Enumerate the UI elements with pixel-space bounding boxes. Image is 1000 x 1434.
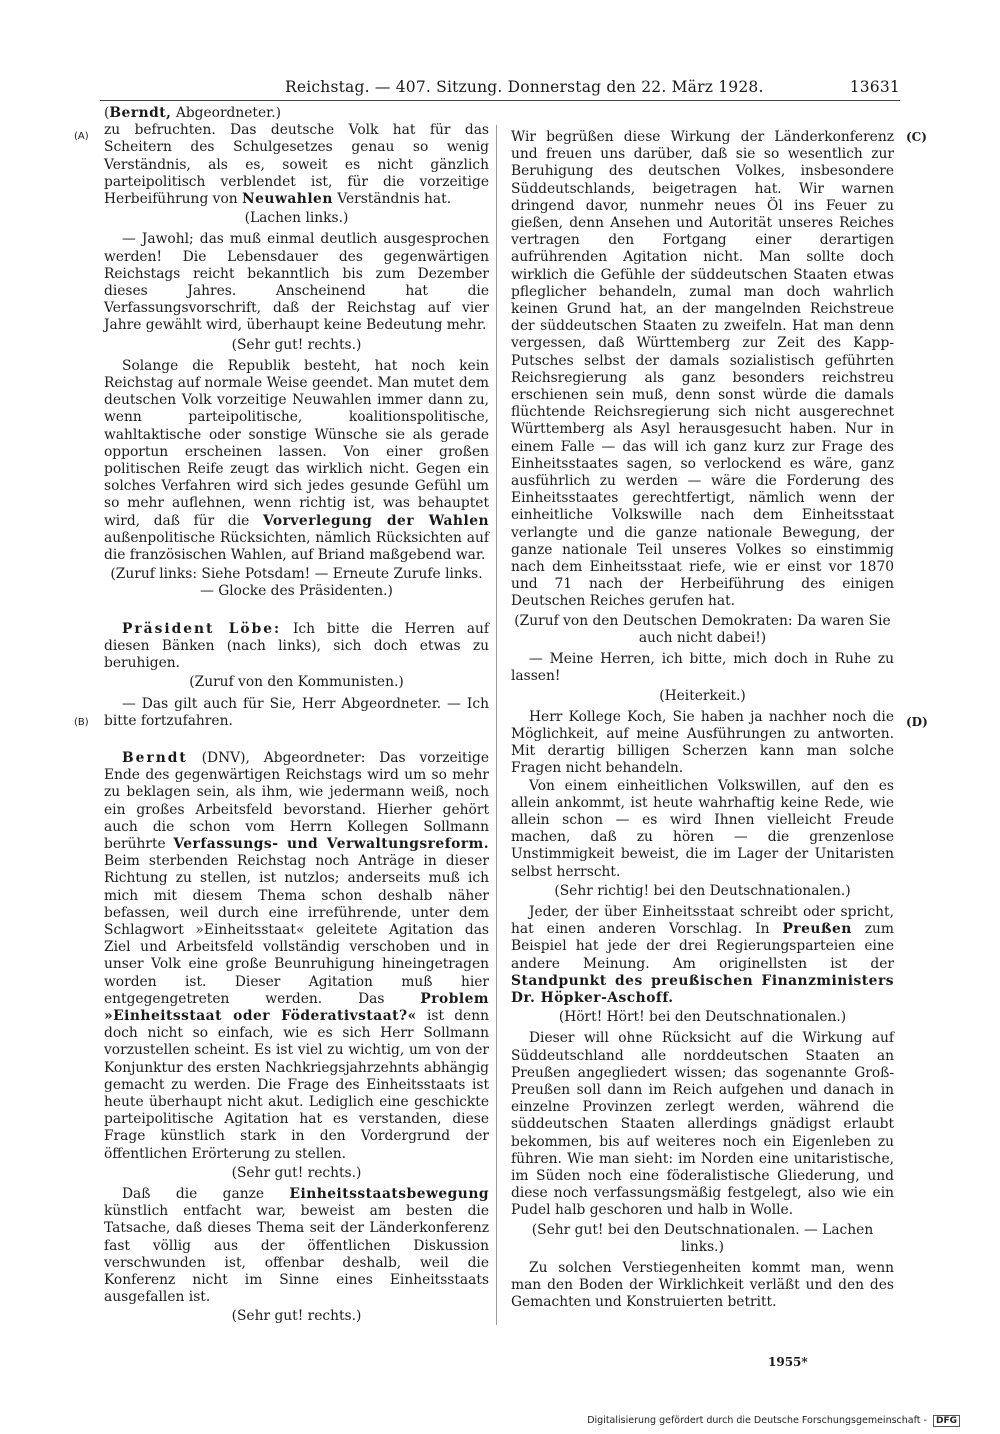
signature-mark: 1955*: [768, 1355, 808, 1369]
page-number: 13631: [849, 78, 900, 96]
interjection: (Hört! Hört! bei den Deutschnationalen.): [558, 1009, 847, 1026]
running-header: [100, 78, 900, 102]
paragraph: — Meine Herren, ich bitte, mich doch in Ruhe zu lassen!: [511, 651, 894, 685]
left-column: [104, 105, 489, 1330]
footer-text: Digitalisierung gefördert durch die Deutsche Forschungsgemeinschaft -: [587, 1415, 927, 1426]
paragraph: — Jawohl; das muß einmal deutlich ausgesprochen werden! Die Lebensdauer des gegenwärtigen Reichstags reicht bekanntlich bis zum Dezember dieses Jahres. Anscheinend hat die Verfassungsvorschrift, daß der Reichstag auf vier Jahre gewählt wird, überhaupt keine Bedeutung mehr.: [104, 231, 489, 334]
paragraph: zu befruchten. Das deutsche Volk hat für das Scheitern des Schulgesetzes genau so wenig Verständnis, als es, soweit es nicht gänzlich parteipolitisch verblendet ist, für die vorzeitige Herbeiführung von Neuwahlen Verständnis hat.: [104, 122, 489, 208]
margin-marker-d: (D): [906, 715, 928, 729]
margin-marker-a: (A): [74, 131, 89, 142]
paragraph: Jeder, der über Einheitsstaat schreibt oder spricht, hat einen anderen Vorschlag. In Preußen zum Beispiel hat jede der drei Regierungsparteien eine andere Meinung. Am originellsten ist der Standpunkt des preußischen Finanzministers Dr. Höpker-Aschoff.: [511, 903, 895, 1006]
interjection: (Sehr richtig! bei den Deutschnationalen.): [554, 882, 851, 899]
interjection: (Lachen links.): [244, 210, 349, 227]
speaker-continuation: (Berndt, Abgeordneter.): [104, 105, 281, 121]
interjection: (Sehr gut! rechts.): [231, 336, 362, 353]
funding-footer: [587, 1415, 960, 1427]
speaker-statement: Berndt (DNV), Abgeordneter: Das vorzeitige Ende des gegenwärtigen Reichstags wird um so mehr zu beklagen sein, als ihm, wie jedermann weiß, noch ein großes Arbeitsfeld bevorstand. Hierher gehört auch die schon vom Herrn Kollegen Sollmann berührte Verfassungs- und Verwaltungsreform. Beim sterbenden Reichstag noch Anträge in dieser Richtung zu stellen, ist nutzlos; anderseits muß ich mich mit diesem Thema schon deshalb näher befassen, weil durch eine irreführende, unter dem Schlagwort »Einheitsstaat« geleitete Agitation das Ziel und Arbeitsfeld vollständig verschoben und in unser Volk eine große Beunruhigung hineingetragen worden ist. Dieser Agitation muß hier entgegengetreten werden. Das Problem »Einheitsstaat oder Föderativstaat?« ist denn doch nicht so einfach, wie es sich Herr Sollmann vorzustellen scheint. Es ist viel zu wichtig, um von der Konjunktur des ersten Nachkriegsjahrzehnts abhängig gemacht zu werden. Die Frage des Einheitsstaats ist heute überhaupt nicht akut. Lediglich eine geschickte parteipolitische Agitation hat es verstanden, diese Frage künstlich stark in den Vordergrund der öffentlichen Erörterung zu stellen.: [104, 749, 489, 1162]
header-rule: [100, 100, 900, 101]
paragraph: Dieser will ohne Rücksicht auf die Wirkung auf Süddeutschland alle norddeutschen Staaten an Preußen angegliedert wissen; das sogenannte Groß-Preußen soll dann im Reich aufgehen und danach in einzelne Provinzen zerlegt werden, während die süddeutschen Staaten allerdings gnädigst erlaubt bekommen, bis auf weiteres noch ein Eigenleben zu führen. Wie man sieht: im Norden eine unitaristische, im Süden noch eine föderalistische Gliederung, und diese noch verfassungsmäßig festgelegt, also wie ein Pudel halb geschoren und halb in Wolle.: [511, 1030, 894, 1219]
column-divider: [496, 125, 497, 1325]
interjection: (Heiterkeit.): [659, 687, 746, 704]
paragraph: Von einem einheitlichen Volkswillen, auf den es allein ankommt, ist heute wahrhaftig keine Rede, wie allein schon — es wird Ihnen vielleicht Freude machen, daß zu hören — die grenzenlose Unstimmigkeit beweist, die im Lager der Unitaristen selbst herrscht.: [511, 777, 894, 880]
interjection: (Sehr gut! bei den Deutschnationalen. — Lachen links.): [531, 1221, 874, 1255]
paragraph: Wir begrüßen diese Wirkung der Länderkonferenz und freuen uns darüber, daß sie so wesentlich zur Beruhigung des deutschen Volkes, insbesondere Süddeutschlands, beigetragen hat. Wir warnen dringend davor, nunmehr neues Öl ins Feuer zu gießen, denn Ansehen und Autorität unseres Reiches vertragen den Fortgang einer derartigen aufrührenden Agitation nicht. Man sollte doch wirklich die Gefühle der süddeutschen Staaten etwas pfleglicher behandeln, zumal man doch wahrlich keinen Grund hat, an der mangelnden Reichstreue der süddeutschen Staaten zu zweifeln. Hat man denn vergessen, daß Württemberg zur Zeit des Kapp-Putsches selbst der damals sozialistisch geführten Reichsregierung als ganz besonders reichstreu erschienen sein muß, denn sonst würde die damals flüchtende Reichsregierung sich nicht ausgerechnet Württemberg als Asyl herausgesucht haben. Nur in einem Falle — das will ich ganz kurz zur Frage des Einheitsstaates sagen, so verlockend es wäre, ganz ausführlich zu werden — wäre die Forderung des Einheitsstaates gerechtfertigt, nämlich wenn der einheitliche Volkswille nach dem Einheitsstaat verlangte und die ganze nationale Bewegung, der ganze nationale Teil unseres Volkes so einstimmig nach dem Einheitsstaat riefe, wie er einst vor 1870 und 71 nach der Herbeiführung des einigen Deutschen Reiches gerufen hat.: [511, 129, 894, 610]
margin-marker-b: (B): [74, 717, 89, 728]
paragraph: Daß die ganze Einheitsstaatsbewegung künstlich entfacht war, beweist am besten die Tatsache, daß dieses Thema seit der Länderkonferenz fast völlig aus der öffentlichen Diskussion verschwunden ist, offenbar deshalb, weil die Konferenz nicht im Sinne eines Einheitsstaats ausgefallen ist.: [104, 1185, 490, 1306]
interjection: (Sehr gut! rechts.): [231, 1164, 362, 1181]
paragraph: Solange die Republik besteht, hat noch kein Reichstag auf normale Weise geendet. Man mutet dem deutschen Volk vorzeitige Neuwahlen immer dann zu, wenn parteipolitische, koalitionspolitische, wahltaktische oder sonstige Wünsche sie als gerade opportun erscheinen lassen. Von einer großen politischen Reife zeugt das wirklich nicht. Gegen ein solches Verfahren wird sich jedes gesunde Gefühl um so mehr auflehnen, wenn richtig ist, was behauptet wird, daß für die Vorverlegung der Wahlen außenpolitische Rücksichten, nämlich Rücksichten auf die französischen Wahlen, auf Briand maßgebend war.: [104, 357, 490, 564]
header-title: Reichstag. — 407. Sitzung. Donnerstag den 22. März 1928.: [285, 78, 764, 96]
paragraph: Zu solchen Verstiegenheiten kommt man, wenn man den Boden der Wirklichkeit verläßt und den des Gemachten und Konstruierten betritt.: [511, 1260, 894, 1311]
margin-marker-c: (C): [906, 130, 927, 144]
dfg-logo-icon: DFG: [933, 1415, 960, 1427]
interjection: (Zuruf von den Deutschen Demokraten: Da waren Sie auch nicht dabei!): [514, 612, 891, 646]
interjection: (Sehr gut! rechts.): [231, 1308, 362, 1325]
right-column: [511, 129, 894, 1312]
president-statement: Präsident Löbe: Ich bitte die Herren auf diesen Bänken (nach links), sich doch etwas zu beruhigen.: [104, 620, 489, 672]
paragraph: Herr Kollege Koch, Sie haben ja nachher noch die Möglichkeit, auf meine Ausführungen zu antworten. Mit derartig billigen Scherzen kann man solche Fragen nicht behandeln.: [511, 708, 894, 777]
interjection: (Zuruf links: Siehe Potsdam! — Erneute Zurufe links. — Glocke des Präsidenten.): [110, 566, 483, 600]
paragraph: — Das gilt auch für Sie, Herr Abgeordneter. — Ich bitte fortzufahren.: [104, 695, 489, 729]
interjection: (Zuruf von den Kommunisten.): [189, 674, 404, 691]
